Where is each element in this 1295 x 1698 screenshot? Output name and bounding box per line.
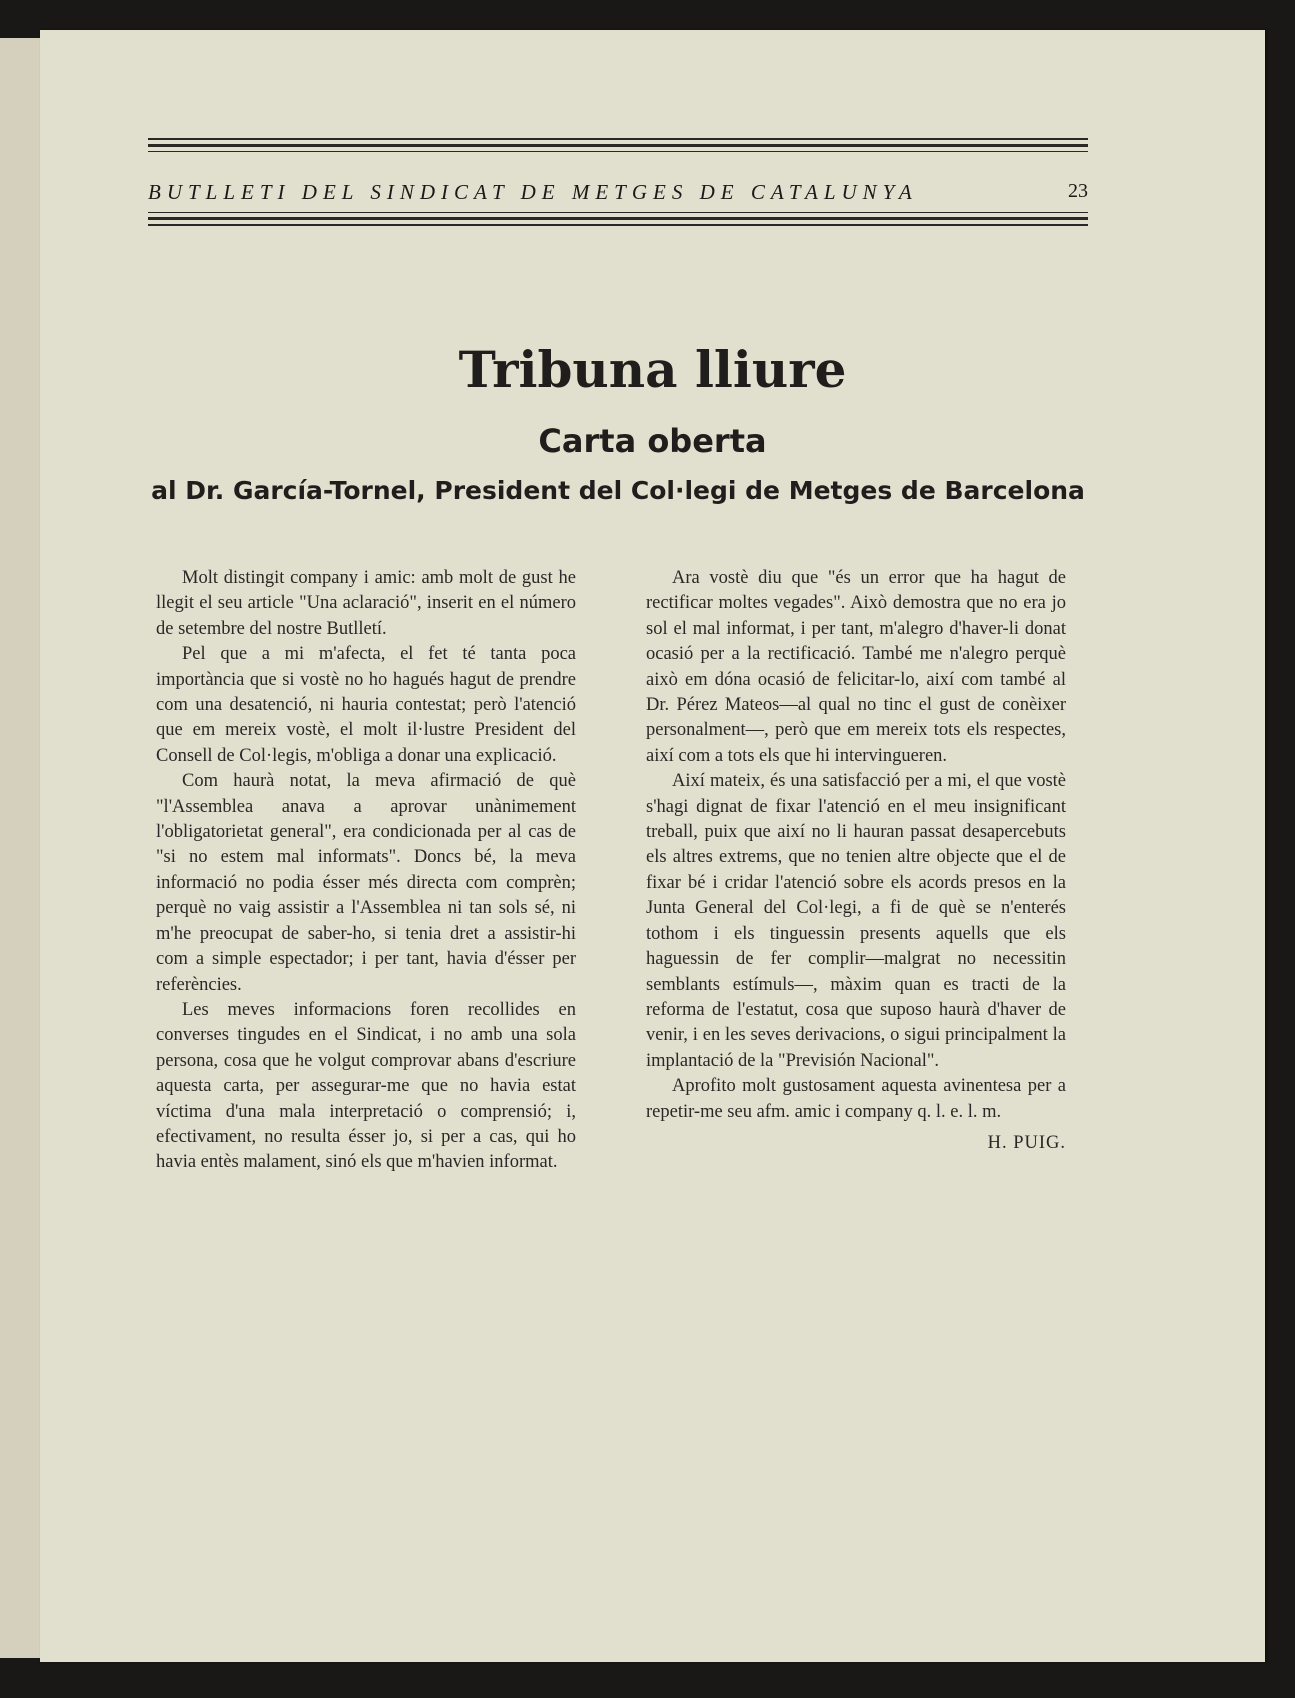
article-dedication: al Dr. García-Tornel, President del Col·legi de Metges de Barcelona bbox=[151, 476, 1085, 505]
paragraph: Com haurà notat, la meva afirmació de què "l'Assemblea anava a aprovar unànimement l'obligatorietat general", era condicionada per al cas de "si no estem mal informats". Doncs bé, la meva informació no podia ésser més directa com comprèn; perquè no vaig assistir a l'Assemblea ni tan sols sé, ni m'he preocupat de saber-ho, si tenia dret a assistir-hi com a simple espectador; i per tant, havia d'ésser per referències. bbox=[156, 771, 576, 995]
page-number: 23 bbox=[1068, 180, 1088, 202]
paragraph: Pel que a mi m'afecta, el fet té tanta poca importància que si vostè no ho hagués hagut de prendre com una desatenció, ni hauria contestat; però l'atenció que em mereix vostè, el molt il·lustre President del Consell de Col·legis, m'obliga a donar una explicació. bbox=[156, 644, 576, 766]
journal-page bbox=[40, 30, 1265, 1662]
paragraph: Així mateix, és una satisfacció per a mi, el que vostè s'hagi dignat de fixar l'atenció en el meu insignificant treball, puix que així no li hauran passat desapercebuts els altres extrems, que no tenien altre objecte que el de fixar bé i cridar l'atenció sobre els acords presos en la Junta General del Col·legi, a fi de què se n'enterés tothom i els tinguessin presents aquells que els haguessin de fer complir—malgrat no necessitin semblants estímuls—, màxim quan es tracti de la reforma de l'estatut, cosa que suposo haurà d'haver de venir, i en les seves derivacions, o sigui principalment la implantació de la "Previsión Nacional". bbox=[646, 771, 1066, 1071]
article-title: Tribuna lliure bbox=[458, 340, 847, 399]
paragraph: Aprofito molt gustosament aquesta avinentesa per a repetir-me seu afm. amic i company q. l. e. l. m. bbox=[646, 1076, 1066, 1122]
paragraph: Les meves informacions foren recollides en converses tingudes en el Sindicat, i no amb una sola persona, cosa que he volgut comprovar abans d'escriure aquesta carta, per assegurar-me que no havia estat víctima d'una mala interpretació o comprensió; i, efectivament, no resulta ésser jo, si per a cas, qui ho havia entès malament, sinó els que m'havien informat. bbox=[156, 999, 576, 1173]
journal-title: BUTLLETI DEL SINDICAT DE METGES DE CATALUNYA bbox=[148, 180, 918, 204]
running-header bbox=[148, 138, 1088, 228]
header-line bbox=[148, 180, 1088, 205]
left-column bbox=[156, 566, 576, 1176]
signature: H. PUIG. bbox=[987, 1132, 1066, 1153]
paragraph: Ara vostè diu que "és un error que ha hagut de rectificar moltes vegades". Això demostra que no era jo sol el mal informat, i per tant, m'alegro d'haver-li donat ocasió per a la rectificació. També me n'alegro perquè això em dóna ocasió de felicitar-lo, així com també al Dr. Pérez Mateos—al qual no tinc el gust de conèixer personalment—, però que em mereix tots els respectes, així com a tots els que hi intervingueren. bbox=[646, 568, 1066, 766]
right-column bbox=[646, 566, 1066, 1156]
paragraph: Molt distingit company i amic: amb molt de gust he llegit el seu article "Una aclaració", inserit en el número de setembre del nostre Butlletí. bbox=[156, 568, 576, 639]
article-subtitle: Carta oberta bbox=[538, 422, 767, 460]
